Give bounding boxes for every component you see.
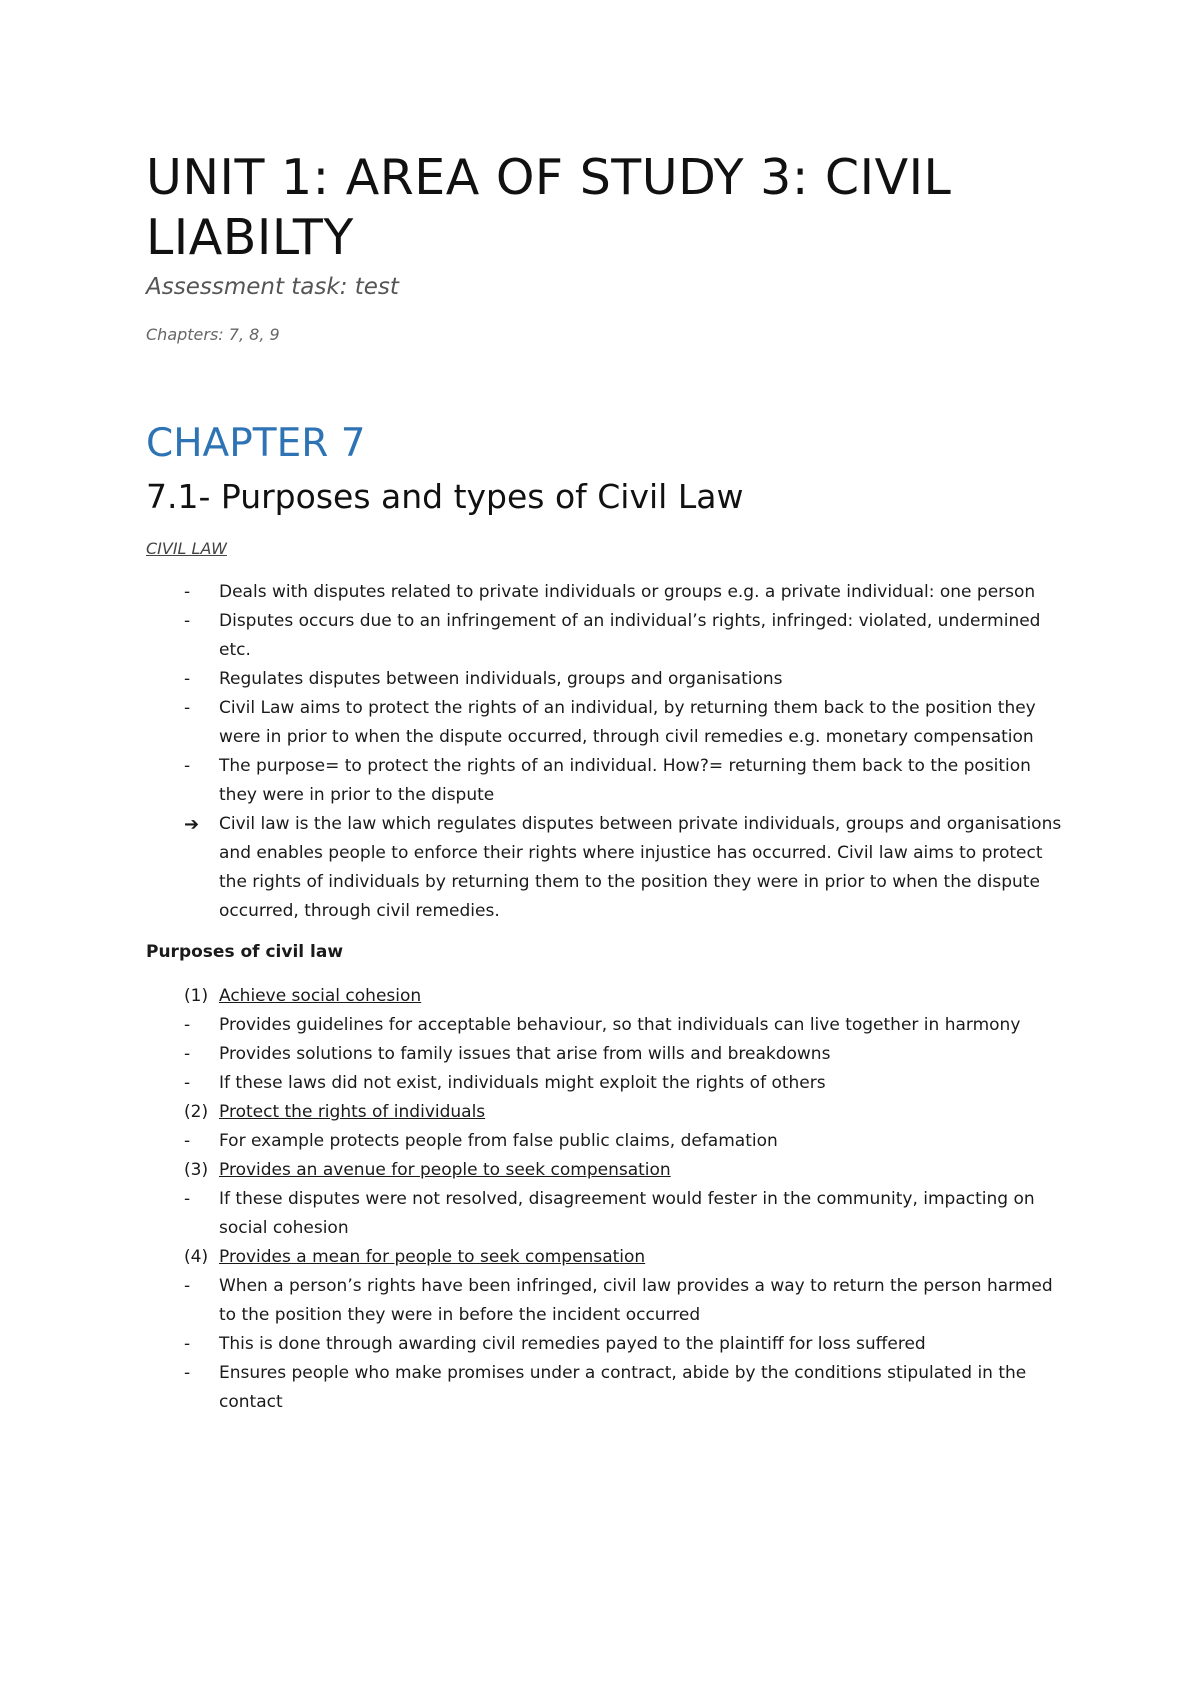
dash-marker: -: [184, 1015, 191, 1035]
purpose-title: Achieve social cohesion: [219, 986, 422, 1006]
dash-marker: -: [184, 756, 191, 776]
purpose-number: (4): [184, 1247, 209, 1267]
assessment-task-subtitle: Assessment task: test: [146, 274, 399, 300]
list-item: [146, 1330, 1066, 1359]
list-item: [146, 607, 1066, 665]
purposes-list: [146, 982, 1066, 1417]
document-title: UNIT 1: AREA OF STUDY 3: CIVIL LIABILTY: [146, 149, 952, 266]
list-item-text: If these laws did not exist, individuals might exploit the rights of others: [219, 1073, 826, 1093]
arrow-right-icon: ➔: [184, 814, 200, 835]
purpose-number: (1): [184, 986, 209, 1006]
list-item: [146, 752, 1066, 810]
dash-marker: -: [184, 1131, 191, 1151]
dash-marker: -: [184, 1276, 191, 1296]
list-item-text: Provides guidelines for acceptable behaviour, so that individuals can live together in harmony: [219, 1015, 1021, 1035]
purpose-item: [146, 1156, 1066, 1185]
chapters-line: Chapters: 7, 8, 9: [146, 325, 280, 344]
dash-marker: -: [184, 669, 191, 689]
dash-marker: -: [184, 1363, 191, 1383]
list-item-text: This is done through awarding civil remedies payed to the plaintiff for loss suffered: [219, 1334, 926, 1354]
dash-marker: -: [184, 1334, 191, 1354]
list-item-text: Civil Law aims to protect the rights of an individual, by returning them back to the position they were in prior to when the dispute occurred, through civil remedies e.g. monetary compensation: [219, 698, 1036, 747]
list-item-text: The purpose= to protect the rights of an individual. How?= returning them back to the position they were in prior to the dispute: [219, 756, 1031, 805]
purpose-number: (3): [184, 1160, 209, 1180]
civil-law-list: [146, 578, 1066, 926]
dash-marker: -: [184, 698, 191, 718]
dash-marker: -: [184, 1189, 191, 1209]
list-item-text: When a person’s rights have been infringed, civil law provides a way to return the person harmed to the position they were in before the incident occurred: [219, 1276, 1053, 1325]
purpose-title: Provides an avenue for people to seek compensation: [219, 1160, 671, 1180]
chapter-heading: CHAPTER 7: [146, 421, 366, 466]
list-item: [146, 1185, 1066, 1243]
purpose-item: [146, 1098, 1066, 1127]
purposes-heading: Purposes of civil law: [146, 942, 344, 962]
list-item-text: Regulates disputes between individuals, groups and organisations: [219, 669, 783, 689]
document-content: [146, 148, 1066, 1417]
dash-marker: -: [184, 582, 191, 602]
purpose-item: [146, 982, 1066, 1011]
list-item-text: Ensures people who make promises under a contract, abide by the conditions stipulated in the contact: [219, 1363, 1027, 1412]
dash-marker: -: [184, 611, 191, 631]
list-item: [146, 1040, 1066, 1069]
section-heading: 7.1- Purposes and types of Civil Law: [146, 477, 744, 516]
list-item-text: Provides solutions to family issues that arise from wills and breakdowns: [219, 1044, 831, 1064]
list-item-text: If these disputes were not resolved, disagreement would fester in the community, impacting on social cohesion: [219, 1189, 1035, 1238]
list-item: [146, 694, 1066, 752]
list-item: [146, 578, 1066, 607]
dash-marker: -: [184, 1073, 191, 1093]
purpose-item: [146, 1243, 1066, 1272]
list-item-text: Disputes occurs due to an infringement of an individual’s rights, infringed: violated, undermined etc.: [219, 611, 1041, 660]
list-item: [146, 665, 1066, 694]
list-item: [146, 1011, 1066, 1040]
list-item: [146, 1272, 1066, 1330]
list-item-text: For example protects people from false public claims, defamation: [219, 1131, 778, 1151]
summary-text: Civil law is the law which regulates disputes between private individuals, groups and organisations and enables people to enforce their rights where injustice has occurred. Civil law aims to protect the rights of individuals by returning them to the position they were in prior to when the dispute occurred, through civil remedies.: [219, 814, 1062, 921]
list-item: [146, 1359, 1066, 1417]
list-item-text: Deals with disputes related to private individuals or groups e.g. a private individual: one person: [219, 582, 1036, 602]
list-item: [146, 1069, 1066, 1098]
summary-item: [146, 810, 1066, 926]
civil-law-label: CIVIL LAW: [146, 539, 227, 558]
dash-marker: -: [184, 1044, 191, 1064]
list-item: [146, 1127, 1066, 1156]
purpose-title: Protect the rights of individuals: [219, 1102, 486, 1122]
purpose-title: Provides a mean for people to seek compensation: [219, 1247, 646, 1267]
purpose-number: (2): [184, 1102, 209, 1122]
